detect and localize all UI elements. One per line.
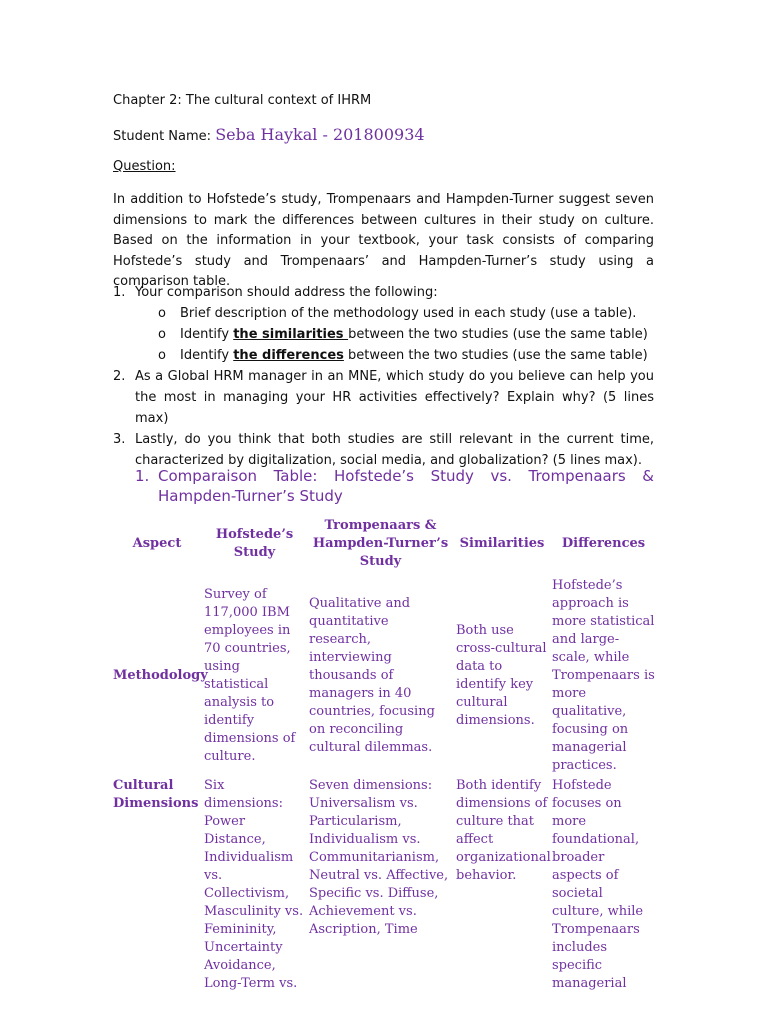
header-differences: Differences [561,536,646,551]
chapter-title: Chapter 2: The cultural context of IHRM [113,93,372,108]
table-cell: Hofstede focuses on more foundational, broader aspects of societal culture, while Trompenaars includes specific managerial [552,778,644,991]
task-text: Lastly, do you think that both studies are still relevant in the current time, characterized by digitalization, social media, and globalization? (5 lines max). [135,432,654,468]
task-text: Your comparison should address the following: [135,285,438,300]
student-name: Seba Haykal - 201800934 [215,125,425,144]
table-cell: Seven dimensions: Universalism vs. Particularism, Individualism vs. Communitarianism, Neutral vs. Affective, Specific vs. Diffuse, Achievement vs. Ascription, Time [309,778,449,937]
table-cell: Hofstede’s approach is more statistical and large-scale, while Trompenaars is more qualitative, focusing on managerial practices. [552,578,655,773]
task-list [113,282,654,471]
subtask-text: Brief description of the methodology used in each study (use a table). [180,306,637,321]
task-number: 1. [113,285,126,300]
table-cell: Qualitative and quantitative research, interviewing thousands of managers in 40 countries, focusing on reconciling cultural dilemmas. [309,596,435,755]
section-title: Comparaison Table: Hofstede’s Study vs. Trompenaars & Hampden-Turner’s Study [158,467,654,505]
task-number: 2. [113,369,126,384]
subtask-item [113,324,654,345]
subtask-item [113,345,654,366]
bullet-icon: o [158,348,166,363]
task-number: 3. [113,432,126,447]
header-similarities: Similarities [459,536,545,551]
table-row [112,775,657,993]
section-heading [135,466,654,506]
task-item [113,282,654,303]
bullet-icon: o [158,327,166,342]
table-cell: Both identify dimensions of culture that affect organizational behavior. [456,778,551,883]
student-line [113,125,654,144]
student-label: Student Name: [113,129,212,144]
header-hofstede: Hofstede’s Study [215,527,294,560]
header-aspect: Aspect [132,536,182,551]
task-item [113,366,654,429]
section-number: 1. [135,467,150,485]
table-row [112,577,657,775]
task-text: As a Global HRM manager in an MNE, which study do you believe can help you the most in managing your HR activities effectively? Explain why? (5 lines max) [135,369,654,426]
subtask-text: Identify the similarities between the two studies (use the same table) [180,327,648,342]
question-label: Question: [113,159,176,174]
subtask-text: Identify the differences between the two studies (use the same table) [180,348,648,363]
intro-paragraph: In addition to Hofstede’s study, Trompenaars and Hampden-Turner suggest seven dimensions to mark the differences between cultures in their study on culture. Based on the information in your textbook, your task consists of comparing Hofstede’s study and Trompenaars’ and Hampden-Turner’s study using a comparison table. [113,192,654,289]
table-cell: Cultural Dimensions [113,778,199,811]
table-cell: Six dimensions: Power Distance, Individualism vs. Collectivism, Masculinity vs. Femininity, Uncertainty Avoidance, Long-Term vs. [204,778,304,991]
task-item [113,429,654,471]
table-cell: Methodology [113,668,208,683]
table-cell: Both use cross-cultural data to identify key cultural dimensions. [456,623,547,728]
bullet-icon: o [158,306,166,321]
table-cell: Survey of 117,000 IBM employees in 70 countries, using statistical analysis to identify dimensions of culture. [204,587,296,764]
subtask-item [113,303,654,324]
table-header-row [112,515,657,577]
header-trompenaars: Trompenaars & Hampden-Turner’s Study [312,518,449,569]
comparison-table [112,515,657,993]
